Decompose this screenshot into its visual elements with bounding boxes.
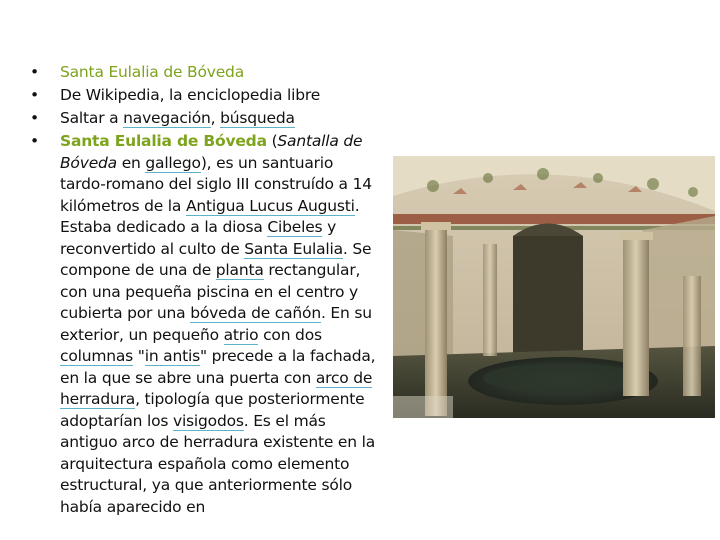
link-visigodos[interactable]: visigodos [172, 411, 244, 430]
page-title: Santa Eulalia de Bóveda [60, 63, 244, 81]
skip-separator: , [210, 109, 221, 127]
text-run: ( [266, 132, 278, 150]
bullet-marker: • [30, 86, 39, 104]
text-run: , tipología que posteriormente adoptarían los [60, 390, 365, 430]
bullet-marker: • [30, 132, 39, 150]
text-run: " [133, 347, 145, 365]
link-lucus-augusti[interactable]: Antigua Lucus Augusti [185, 196, 355, 215]
link-cibeles[interactable]: Cibeles [267, 218, 323, 236]
text-run: . Estaba dedicado a la diosa [60, 196, 360, 236]
text-run: . Se compone de una de [60, 239, 372, 279]
text-run: . En su exterior, un pequeño [60, 304, 372, 344]
text-run: con dos [258, 325, 322, 344]
link-columnas[interactable]: columnas [60, 347, 134, 365]
santa-eulalia-photo [393, 156, 715, 418]
subtitle: De Wikipedia, la enciclopedia libre [60, 86, 321, 104]
bullet-list [30, 62, 380, 520]
interior-photo-illustration [393, 156, 715, 418]
article-bold-title: Santa Eulalia de Bóveda [60, 132, 267, 150]
text-run: . Es el más antiguo arco de herradura existente en la arquitectura española como elemento estructural, ya que anteriormente sólo había aparecido en [60, 411, 376, 516]
search-link[interactable]: búsqueda [220, 109, 295, 127]
list-item-article [30, 131, 380, 518]
article-paragraph [60, 132, 375, 516]
list-item-subtitle [30, 85, 380, 107]
link-arco-de-herradura[interactable]: arco de herradura [60, 368, 373, 408]
bullet-marker: • [30, 63, 39, 81]
link-in-antis[interactable]: in antis [144, 347, 200, 365]
navigation-link[interactable]: navegación [123, 109, 211, 127]
link-atrio[interactable]: atrio [223, 325, 259, 344]
link-santa-eulalia[interactable]: Santa Eulalia [244, 239, 343, 258]
link-boveda-de-canon[interactable]: bóveda de cañón [190, 304, 321, 322]
text-run: ), es un santuario tardo-romano del siglo III construído a 14 kilómetros de la [60, 153, 372, 215]
skip-prefix: Saltar a [60, 109, 124, 127]
article-italic-name: Santalla de Bóveda [60, 132, 363, 172]
link-planta[interactable]: planta [215, 261, 264, 279]
text-run: " precede a la fachada, en la que se abre una puerta con [60, 347, 376, 387]
text-run: y reconvertido al culto de [60, 218, 337, 258]
text-run: en [116, 153, 146, 172]
list-item-skip-links [30, 108, 380, 130]
text-run: rectangular, con una pequeña piscina en el centro y cubierta por una [60, 261, 361, 322]
link-gallego[interactable]: gallego [145, 153, 201, 172]
bullet-marker: • [30, 109, 39, 127]
list-item-title [30, 62, 380, 84]
